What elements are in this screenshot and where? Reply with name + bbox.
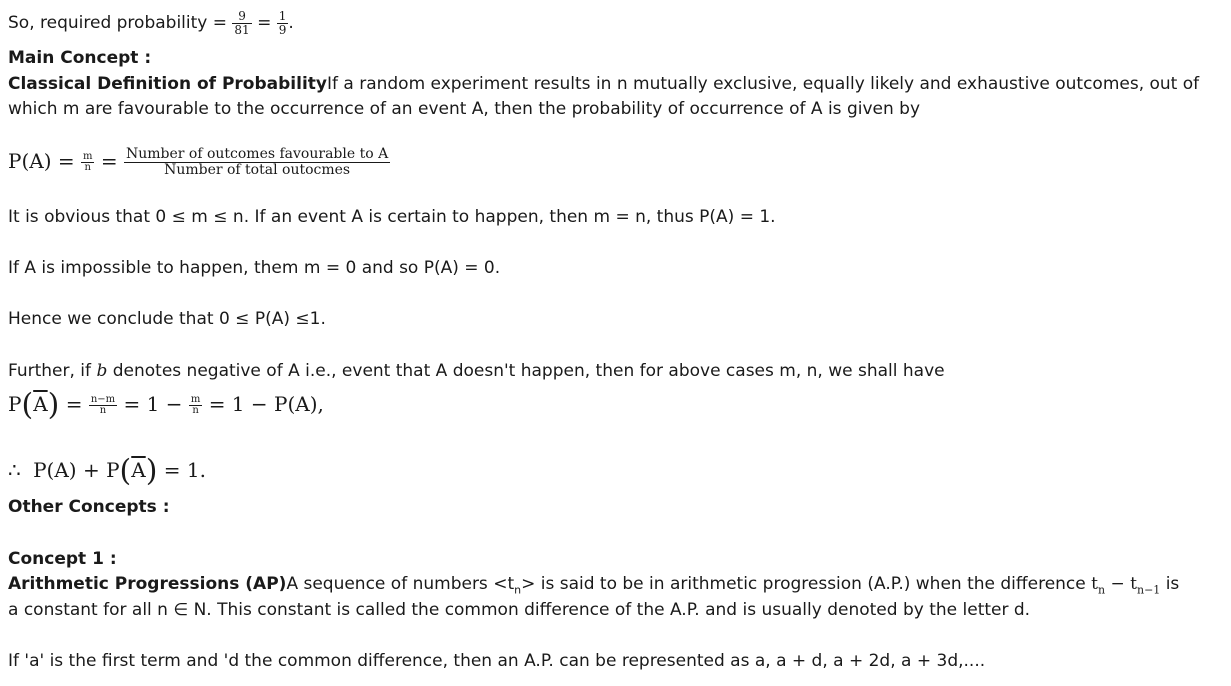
conclude-line: Hence we conclude that 0 ≤ P(A) ≤1. (8, 309, 326, 329)
therefore-symbol: ∴ (8, 458, 21, 482)
classical-title: Classical Definition of Probability (8, 74, 327, 94)
ap-form-line: If 'a' is the first term and 'd the common difference, then an A.P. can be represented as a, a + d, a + 2d, a + 3d,.... (8, 651, 986, 671)
result-line: So, required probability = $\frac{9}{81}$ = $\frac{1}{9}$ . (8, 9, 294, 37)
result-fraction-1: $\frac{9}{81}$ (234, 9, 250, 37)
result-fraction-2: $\frac{1}{9}$ (278, 9, 287, 37)
ap-line-2: a constant for all n ∈ N. This constant is called the common difference of the A.P. and is usually denoted by the letter d. (8, 600, 1031, 620)
ap-line-1: Arithmetic Progressions (AP)A sequence of numbers $<t_n>$ is said to be in arithmetic progression (A.P.) when the difference $t_n - t_{n-1}$ is (8, 574, 1180, 597)
ap-title: Arithmetic Progressions (AP) (8, 574, 287, 594)
pabar-formula: $P(\overline{A})$ = $\frac{n-m}{n}$ = 1 − $\frac{m}{n}$ = 1 − P(A), (8, 387, 324, 423)
impossible-line: If A is impossible to happen, them m = 0 and so P(A) = 0. (8, 258, 501, 278)
concept-1-heading: Concept 1 : (8, 549, 117, 569)
obvious-line: It is obvious that 0 ≤ m ≤ n. If an event A is certain to happen, then m = n, thus P(A) = 1. (8, 207, 776, 227)
other-concepts-heading: Other Concepts : (8, 497, 170, 517)
therefore-formula: ∴ $P(A) + P(\overline{A}) = 1$. (8, 453, 206, 489)
main-concept-heading: Main Concept : (8, 48, 152, 68)
further-line: Further, if b denotes negative of A i.e., event that A doesn't happen, then for above cases m, n, we shall have (8, 361, 945, 381)
pa-fraction-words: $\frac{\text{Number of outcomes favourable to A}}{\text{Number of total outocmes}}$ (125, 146, 389, 178)
pa-formula: P(A) = $\frac{m}{n}$ = $\frac{\text{Number of outcomes favourable to A}}{\text{Number of total outocmes}}$ (8, 146, 389, 178)
pabar-fraction-1: $\frac{n-m}{n}$ (90, 393, 116, 416)
classical-line-2: which m are favourable to the occurrence of an event A, then the probability of occurrence of A is given by (8, 99, 921, 119)
pa-fraction-m-n: $\frac{m}{n}$ (83, 150, 93, 173)
classical-line-1: Classical Definition of ProbabilityIf a random experiment results in n mutually exclusive, equally likely and exhaustive outcomes, out of (8, 74, 1200, 94)
result-lead: So, required probability (8, 13, 208, 34)
pabar-fraction-2: $\frac{m}{n}$ (190, 393, 201, 416)
